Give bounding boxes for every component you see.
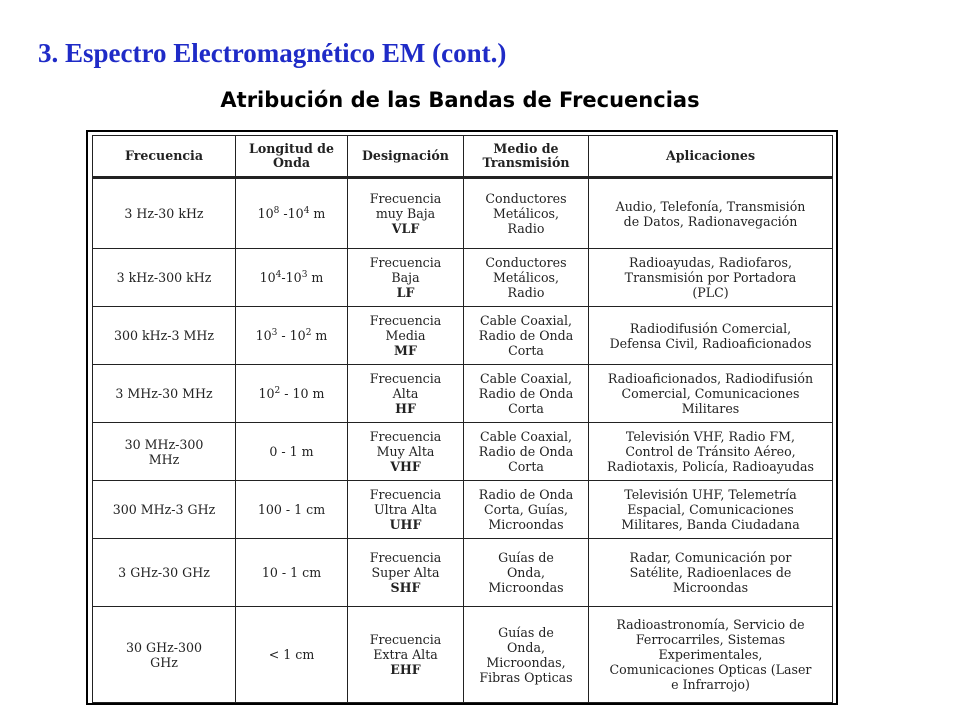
slide-title: 3. Espectro Electromagnético EM (cont.) (38, 38, 507, 68)
applications-line: Militares (681, 401, 740, 416)
medium-line: Cable Coaxial, (479, 313, 573, 328)
medium-line: Radio de Onda (478, 386, 574, 401)
header-designation: Designación (348, 136, 464, 178)
wavelength-base1: 10 (255, 328, 272, 343)
applications-line: Defensa Civil, Radioaficionados (609, 335, 812, 351)
cell-wavelength: 10 - 1 cm (236, 539, 348, 607)
slide-subtitle: Atribución de las Bandas de Frecuencias (220, 88, 700, 112)
cell-applications (589, 307, 833, 365)
cell-wavelength (236, 178, 348, 249)
wavelength-base2: 10 (287, 206, 304, 221)
medium-line: Cable Coaxial, (479, 371, 573, 386)
table-row (93, 423, 833, 481)
medium-line: Microondas, (486, 654, 566, 670)
band-abbreviation: MF (394, 343, 417, 358)
cell-designation (348, 307, 464, 365)
cell-medium (464, 249, 589, 307)
wavelength-base1: 10 (259, 270, 276, 285)
designation-line: Extra Alta (373, 647, 438, 662)
designation-line: Frecuencia (369, 191, 442, 206)
cell-frequency: 30 GHz-300 GHz (93, 607, 236, 703)
cell-frequency: 3 GHz-30 GHz (93, 539, 236, 607)
cell-medium (464, 539, 589, 607)
cell-applications (589, 178, 833, 249)
designation-line: Muy Alta (376, 444, 435, 459)
applications-line: Control de Tránsito Aéreo, (625, 444, 796, 459)
designation-line: Frecuencia (369, 550, 442, 565)
cell-frequency: 300 MHz-3 GHz (93, 481, 236, 539)
applications-line: Transmisión por Portadora (624, 270, 797, 285)
designation-line: Frecuencia (369, 632, 442, 647)
cell-medium (464, 423, 589, 481)
wavelength-exp1: 3 (271, 327, 278, 338)
cell-medium (464, 365, 589, 423)
cell-frequency: 3 kHz-300 kHz (93, 249, 236, 307)
medium-line: Corta (508, 459, 544, 474)
wavelength-unit: m (311, 328, 328, 343)
medium-line: Corta, Guías, (484, 502, 568, 517)
designation-line: Frecuencia (369, 255, 442, 270)
medium-line: Metálicos, (492, 270, 560, 285)
medium-line: Guías de (498, 550, 554, 565)
applications-line: Audio, Telefonía, Transmisión (615, 198, 806, 214)
wavelength-sep: - 10 m (280, 386, 325, 401)
cell-wavelength (236, 249, 348, 307)
wavelength-base2: 10 (285, 270, 302, 285)
medium-line: Radio (507, 285, 545, 300)
applications-line: Televisión VHF, Radio FM, (625, 429, 796, 444)
header-wavelength: Longitud de Onda (236, 136, 348, 178)
cell-wavelength: < 1 cm (236, 607, 348, 703)
table-row (93, 481, 833, 539)
cell-designation (348, 365, 464, 423)
designation-line: Frecuencia (369, 313, 442, 328)
medium-line: Onda, (506, 565, 545, 580)
header-medium: Medio de Transmisión (464, 136, 589, 178)
cell-designation (348, 481, 464, 539)
designation-line: Alta (392, 386, 419, 401)
applications-line: Radar, Comunicación por (629, 550, 792, 565)
cell-wavelength (236, 307, 348, 365)
table-header-row (93, 136, 833, 178)
medium-line: Radio de Onda (478, 487, 574, 502)
cell-medium (464, 481, 589, 539)
table-row (93, 307, 833, 365)
designation-line: Ultra Alta (374, 502, 437, 517)
medium-line: Guías de (498, 624, 554, 640)
wavelength-sep: - (281, 270, 286, 285)
cell-applications (589, 481, 833, 539)
medium-line: Radio de Onda (478, 444, 574, 459)
wavelength-base1: 10 (257, 206, 274, 221)
medium-line: Microondas (488, 580, 564, 595)
cell-frequency: 300 kHz-3 MHz (93, 307, 236, 365)
cell-designation (348, 539, 464, 607)
table-row (93, 539, 833, 607)
band-abbreviation: UHF (389, 517, 422, 532)
medium-line: Corta (508, 343, 544, 358)
header-frequency: Frecuencia (93, 136, 236, 178)
cell-frequency: 3 Hz-30 kHz (93, 178, 236, 249)
wavelength-base1: 10 (258, 386, 275, 401)
wavelength-exp2: 4 (303, 205, 310, 216)
applications-line: de Datos, Radionavegación (623, 213, 798, 229)
applications-line: Radioastronomía, Servicio de (616, 617, 805, 632)
band-abbreviation: SHF (390, 580, 421, 595)
medium-line: Cable Coaxial, (479, 429, 573, 444)
applications-line: e Infrarrojo) (671, 677, 750, 692)
band-abbreviation: VHF (390, 459, 421, 474)
cell-frequency: 30 MHz-300 MHz (93, 423, 236, 481)
designation-line: muy Baja (375, 206, 436, 221)
wavelength-sep: - (277, 328, 290, 343)
designation-line: Super Alta (371, 565, 440, 580)
band-abbreviation: EHF (390, 662, 421, 677)
cell-medium (464, 607, 589, 703)
applications-line: Espacial, Comunicaciones (627, 502, 794, 517)
band-abbreviation: LF (396, 285, 415, 300)
header-applications: Aplicaciones (589, 136, 833, 178)
cell-frequency: 3 MHz-30 MHz (93, 365, 236, 423)
table-row (93, 365, 833, 423)
applications-line: (PLC) (692, 285, 729, 300)
designation-line: Frecuencia (369, 371, 442, 386)
cell-wavelength: 0 - 1 m (236, 423, 348, 481)
wavelength-exp1: 8 (273, 205, 280, 216)
cell-wavelength: 100 - 1 cm (236, 481, 348, 539)
cell-applications (589, 249, 833, 307)
cell-applications (589, 365, 833, 423)
table-row (93, 249, 833, 307)
applications-line: Radiodifusión Comercial, (629, 320, 792, 336)
medium-line: Conductores (485, 191, 567, 206)
applications-line: Microondas (672, 580, 749, 595)
designation-line: Frecuencia (369, 429, 442, 444)
applications-line: Radioaficionados, Radiodifusión (607, 371, 814, 386)
designation-line: Baja (391, 270, 420, 285)
cell-medium (464, 307, 589, 365)
cell-designation (348, 249, 464, 307)
designation-line: Media (385, 328, 426, 343)
cell-applications (589, 607, 833, 703)
medium-line: Radio de Onda (478, 328, 574, 343)
applications-line: Comercial, Comunicaciones (621, 386, 800, 401)
designation-line: Frecuencia (369, 487, 442, 502)
applications-line: Radioayudas, Radiofaros, (629, 255, 792, 270)
medium-line: Corta (508, 401, 544, 416)
medium-line: Onda, (506, 639, 545, 655)
band-abbreviation: VLF (391, 221, 420, 236)
wavelength-sep: - (279, 206, 288, 221)
wavelength-exp1: 2 (274, 385, 281, 396)
medium-line: Conductores (485, 255, 567, 270)
wavelength-unit: m (307, 270, 324, 285)
frequency-band-table (92, 135, 833, 703)
table-row (93, 607, 833, 703)
cell-medium (464, 178, 589, 249)
wavelength-exp2: 3 (301, 269, 308, 280)
medium-line: Metálicos, (492, 206, 560, 221)
medium-line: Microondas (488, 517, 564, 532)
wavelength-exp2: 2 (305, 327, 312, 338)
cell-designation (348, 178, 464, 249)
cell-applications (589, 539, 833, 607)
wavelength-base2: 10 (289, 328, 306, 343)
cell-designation (348, 423, 464, 481)
medium-line: Radio (507, 221, 545, 236)
cell-wavelength (236, 365, 348, 423)
applications-line: Radiotaxis, Policía, Radioayudas (606, 459, 815, 474)
applications-line: Experimentales, (658, 647, 763, 662)
applications-line: Televisión UHF, Telemetría (624, 487, 797, 502)
wavelength-unit: m (309, 206, 326, 221)
band-abbreviation: HF (395, 401, 416, 416)
applications-line: Ferrocarriles, Sistemas (635, 632, 786, 647)
medium-line: Fibras Opticas (479, 669, 573, 685)
cell-designation (348, 607, 464, 703)
cell-applications (589, 423, 833, 481)
table-row (93, 178, 833, 249)
applications-line: Satélite, Radioenlaces de (629, 565, 792, 580)
applications-line: Comunicaciones Opticas (Laser (609, 662, 812, 677)
applications-line: Militares, Banda Ciudadana (621, 517, 800, 532)
wavelength-exp1: 4 (275, 269, 282, 280)
table-body (93, 178, 833, 703)
